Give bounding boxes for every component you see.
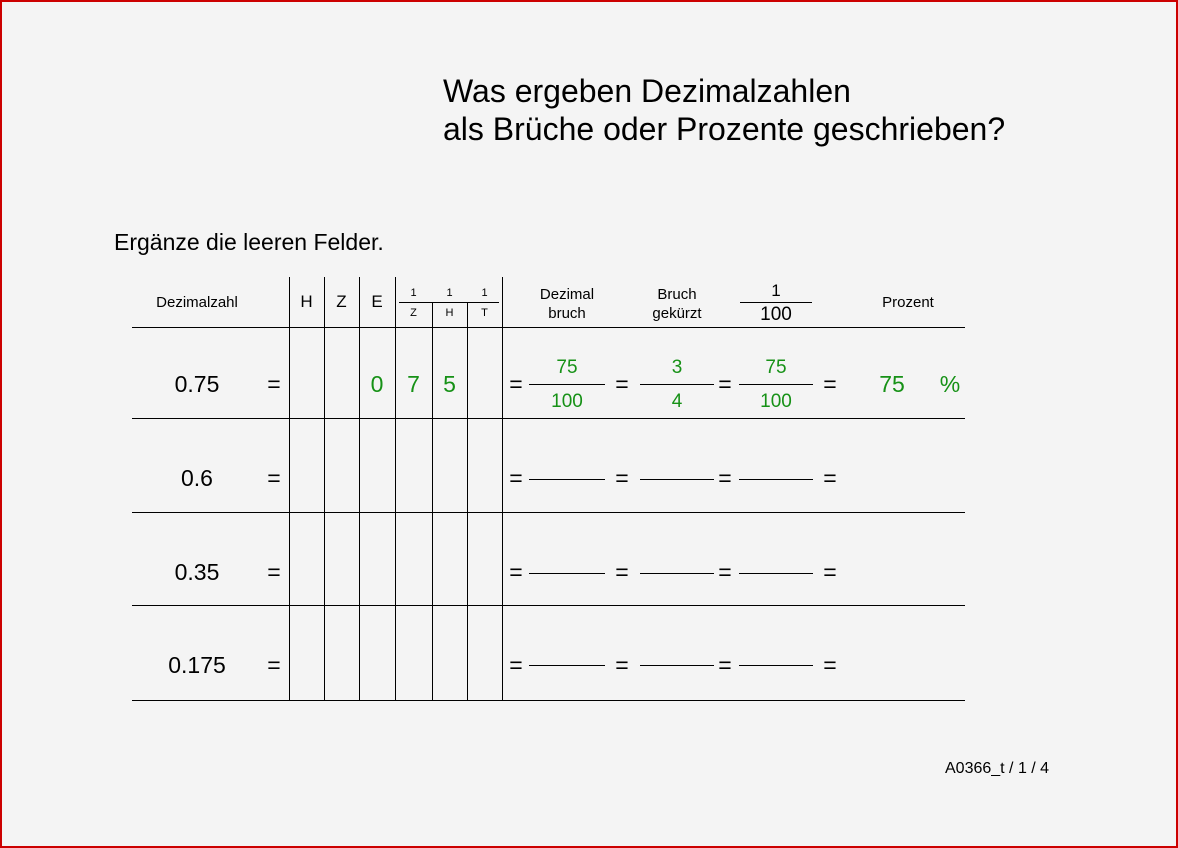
row4-equals-4: = xyxy=(718,652,732,678)
row2-hundertstel-blank[interactable] xyxy=(739,479,813,480)
row2-gekuerzt-blank[interactable] xyxy=(640,479,714,480)
row4-decimal: 0.175 xyxy=(168,652,226,678)
row2-equals-4: = xyxy=(718,465,732,491)
row1-equals-4: = xyxy=(718,371,732,397)
row3-hundertstel-blank[interactable] xyxy=(739,573,813,574)
grid-line-header xyxy=(132,327,965,328)
row4-equals: = xyxy=(267,652,281,678)
row2-equals-3: = xyxy=(615,465,629,491)
row2-equals-5: = xyxy=(823,465,837,491)
header-hundertstel-fraction-num: 1 xyxy=(771,281,781,300)
row3-equals-3: = xyxy=(615,559,629,585)
row1-gekuerzt-line xyxy=(640,384,714,385)
row1-percent-sign: % xyxy=(939,371,961,397)
row3-equals: = xyxy=(267,559,281,585)
grid-col-z-right xyxy=(359,277,360,701)
row1-hundertstel-num: 75 xyxy=(765,357,787,378)
row2-equals: = xyxy=(267,465,281,491)
header-dezimalbruch xyxy=(522,285,612,323)
row1-hundertstel-line xyxy=(739,384,813,385)
title-line-2: als Brüche oder Prozente geschrieben? xyxy=(443,111,1006,147)
grid-col-tausendstel-right xyxy=(502,277,503,701)
header-tausendstel-den: T xyxy=(481,307,488,319)
header-bruch-line1: Bruch xyxy=(657,286,697,303)
header-dezimalbruch-line2: bruch xyxy=(548,305,586,322)
header-hundertstel-fraction-den: 100 xyxy=(760,304,792,325)
row1-equals-5: = xyxy=(823,371,837,397)
header-hundertstel-num: 1 xyxy=(446,287,453,299)
header-dezimalbruch-line1: Dezimal xyxy=(539,286,595,303)
row1-gekuerzt-num: 3 xyxy=(671,357,683,378)
row1-dezimalbruch-den: 100 xyxy=(551,391,583,412)
grid-col-h-right xyxy=(324,277,325,701)
header-hundertstel-fraction-line xyxy=(740,302,812,303)
header-prozent: Prozent xyxy=(882,294,934,311)
row3-equals-4: = xyxy=(718,559,732,585)
grid-col-hundertstel-right xyxy=(467,302,468,701)
grid-line-row4 xyxy=(132,700,965,701)
row4-dezimalbruch-blank[interactable] xyxy=(529,665,605,666)
row4-equals-5: = xyxy=(823,652,837,678)
row3-equals-5: = xyxy=(823,559,837,585)
grid-col-zehntel-right xyxy=(432,302,433,701)
header-h: H xyxy=(300,292,313,311)
row1-dezimalbruch-line xyxy=(529,384,605,385)
grid-line-row3 xyxy=(132,605,965,606)
row4-hundertstel-blank[interactable] xyxy=(739,665,813,666)
row1-digit-zehntel: 7 xyxy=(407,371,420,397)
title-line-1: Was ergeben Dezimalzahlen xyxy=(443,73,851,109)
row1-digit-hundertstel: 5 xyxy=(443,371,456,397)
header-zehntel-den: Z xyxy=(410,307,417,319)
worksheet-code: A0366_t / 1 / 4 xyxy=(945,760,1050,777)
row1-gekuerzt-den: 4 xyxy=(671,391,683,412)
row2-dezimalbruch-blank[interactable] xyxy=(529,479,605,480)
row1-equals-3: = xyxy=(615,371,629,397)
grid-col-h-left xyxy=(289,277,290,701)
row4-gekuerzt-blank[interactable] xyxy=(640,665,714,666)
header-tausendstel-num: 1 xyxy=(481,287,488,299)
row1-dezimalbruch-num: 75 xyxy=(556,357,578,378)
row1-digit-e: 0 xyxy=(370,371,384,397)
instruction-text: Ergänze die leeren Felder. xyxy=(114,229,384,255)
worksheet-title xyxy=(443,72,1005,148)
header-e: E xyxy=(371,292,383,311)
row3-dezimalbruch-blank[interactable] xyxy=(529,573,605,574)
row2-equals-2: = xyxy=(509,465,523,491)
header-z: Z xyxy=(336,292,347,311)
row3-decimal: 0.35 xyxy=(174,559,220,585)
grid-col-e-right xyxy=(395,277,396,701)
grid-line-row1 xyxy=(132,418,965,419)
row1-hundertstel-den: 100 xyxy=(760,391,792,412)
header-hundertstel-den: H xyxy=(445,307,454,319)
row3-gekuerzt-blank[interactable] xyxy=(640,573,714,574)
row1-prozent-value: 75 xyxy=(879,371,905,397)
row1-decimal: 0.75 xyxy=(174,371,220,397)
header-fraction-line xyxy=(399,302,499,303)
row3-equals-2: = xyxy=(509,559,523,585)
grid-line-row2 xyxy=(132,512,965,513)
row4-equals-2: = xyxy=(509,652,523,678)
row4-equals-3: = xyxy=(615,652,629,678)
row1-equals-2: = xyxy=(509,371,523,397)
header-dezimalzahl: Dezimalzahl xyxy=(156,294,238,311)
row2-decimal: 0.6 xyxy=(181,465,213,491)
row1-equals: = xyxy=(267,371,281,397)
header-zehntel-num: 1 xyxy=(410,287,417,299)
header-bruch-gekuerzt xyxy=(632,285,722,323)
header-bruch-line2: gekürzt xyxy=(652,305,702,322)
